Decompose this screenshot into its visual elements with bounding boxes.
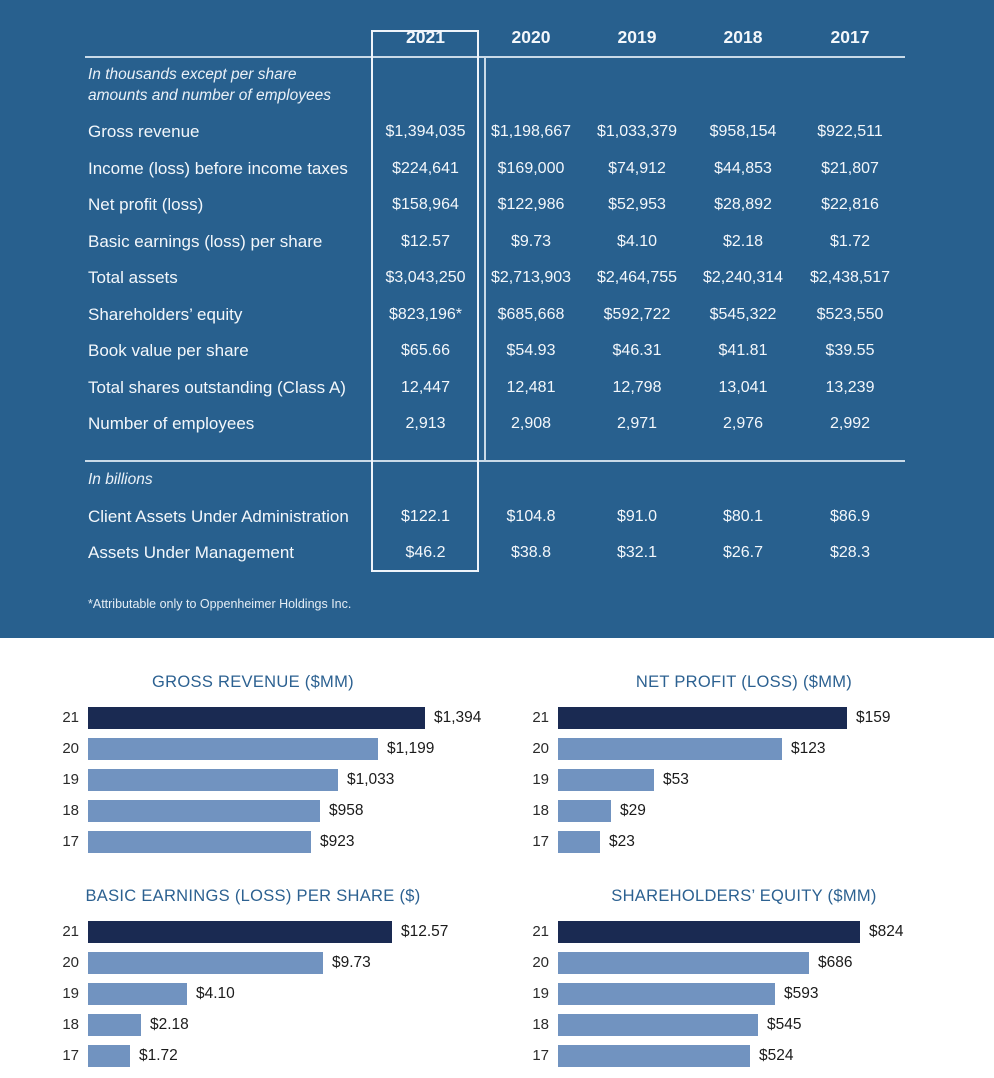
bar-18 [88, 800, 320, 822]
row-value: 13,239 [825, 378, 875, 396]
bar-year-label: 17 [532, 1047, 549, 1064]
bar-17 [88, 831, 311, 853]
bar-value-label: $23 [609, 832, 635, 850]
bar-row [523, 947, 994, 978]
year-header-row [88, 0, 906, 57]
bar-row [53, 764, 497, 795]
bar-value-label: $29 [620, 801, 646, 819]
bar-row [53, 702, 497, 733]
row-value: $22,816 [821, 196, 879, 214]
bar-year-label: 18 [62, 802, 79, 819]
row-label: Shareholders’ equity [88, 304, 243, 324]
bar-value-label: $9.73 [332, 953, 371, 971]
billions-label-row [88, 463, 906, 499]
row-value: $1.72 [829, 232, 871, 250]
chart-title: GROSS REVENUE ($MM) [152, 673, 354, 691]
bar-21 [558, 707, 847, 729]
row-value: $2,713,903 [490, 269, 572, 287]
bar-value-label: $159 [856, 708, 891, 726]
bar-value-label: $545 [767, 1015, 802, 1033]
bar-value-label: $1,394 [434, 708, 482, 726]
row-value: $1,033,379 [596, 123, 678, 141]
row-value: $523,550 [816, 305, 884, 323]
bar-year-label: 17 [532, 833, 549, 850]
bar-row [523, 764, 994, 795]
chart-title: NET PROFIT (LOSS) ($MM) [635, 673, 853, 691]
table-row [88, 370, 906, 407]
bar-19 [88, 983, 187, 1005]
chart-gross-revenue-mm [0, 638, 497, 852]
row-value: $2,438,517 [809, 269, 891, 287]
row-value: $74,912 [608, 159, 666, 177]
bar-year-label: 18 [532, 802, 549, 819]
row-label: Total assets [88, 268, 178, 288]
bar-19 [558, 983, 775, 1005]
chart-title: SHAREHOLDERS’ EQUITY ($MM) [611, 887, 877, 905]
table-row [88, 224, 906, 261]
table-rows-thousands [88, 114, 906, 443]
bar-17 [88, 1045, 130, 1067]
row-value: $122.1 [401, 507, 450, 525]
bar-18 [558, 1014, 758, 1036]
bar-year-label: 19 [62, 771, 79, 788]
bar-year-label: 21 [532, 709, 549, 726]
row-value: $38.8 [510, 544, 552, 562]
row-label: Total shares outstanding (Class A) [88, 377, 346, 397]
row-value: $158,964 [392, 196, 459, 214]
bar-18 [558, 800, 611, 822]
row-label: Number of employees [88, 414, 255, 434]
bar-year-label: 17 [62, 833, 79, 850]
row-value: $41.81 [718, 342, 768, 360]
row-value: $2,240,314 [702, 269, 784, 287]
bar-17 [558, 1045, 750, 1067]
bar-value-label: $2.18 [150, 1015, 189, 1033]
bar-19 [558, 769, 654, 791]
bar-year-label: 20 [62, 740, 79, 757]
bar-row [53, 733, 497, 764]
billions-section-label: In billions [88, 471, 153, 489]
row-value: 13,041 [718, 378, 768, 396]
bar-value-label: $824 [869, 922, 904, 940]
bar-value-label: $923 [320, 832, 355, 850]
table-row [88, 151, 906, 188]
chart-shareholders-equity-mm [497, 852, 994, 1066]
row-value: 2,908 [510, 415, 552, 433]
bar-17 [558, 831, 600, 853]
table-row [88, 297, 906, 334]
row-value: $2.18 [722, 232, 764, 250]
row-value: 2,976 [722, 415, 764, 433]
row-label: Client Assets Under Administration [88, 506, 349, 526]
bar-value-label: $1,033 [347, 770, 395, 788]
financial-summary-table [88, 0, 906, 572]
bar-value-label: $686 [818, 953, 853, 971]
row-value: $122,986 [497, 196, 565, 214]
row-value: $46.2 [405, 544, 446, 562]
bar-year-label: 19 [62, 985, 79, 1002]
row-value: $28,892 [714, 196, 772, 214]
row-label: Gross revenue [88, 122, 200, 142]
bar-value-label: $53 [663, 770, 689, 788]
bar-row [53, 1040, 497, 1071]
units-note-row [88, 57, 906, 114]
row-value: 2,971 [616, 415, 658, 433]
bar-value-label: $958 [329, 801, 364, 819]
bar-row [53, 795, 497, 826]
row-value: $80.1 [722, 507, 764, 525]
bar-value-label: $1.72 [139, 1046, 178, 1064]
row-value: $26.7 [722, 544, 764, 562]
chart-bars [53, 702, 497, 857]
bar-20 [558, 738, 782, 760]
bar-21 [88, 921, 392, 943]
row-value: $1,198,667 [490, 123, 572, 141]
bar-row [523, 1040, 994, 1071]
year-header-2019: 2019 [617, 27, 657, 47]
row-value: $65.66 [401, 342, 450, 360]
bar-20 [558, 952, 809, 974]
bar-row [523, 1009, 994, 1040]
bar-year-label: 19 [532, 985, 549, 1002]
table-row [88, 333, 906, 370]
row-value: $12.57 [401, 232, 450, 250]
row-value: $39.55 [825, 342, 875, 360]
row-value: $32.1 [616, 544, 658, 562]
chart-bars [523, 916, 994, 1071]
row-value: $224,641 [392, 159, 459, 177]
year-header-2017: 2017 [830, 27, 870, 47]
row-value: $46.31 [612, 342, 662, 360]
charts-grid [0, 638, 994, 1066]
row-value: 2,913 [405, 415, 446, 433]
bar-20 [88, 738, 378, 760]
chart-title: BASIC EARNINGS (LOSS) PER SHARE ($) [85, 887, 421, 905]
bar-row [53, 947, 497, 978]
section-gap [88, 443, 906, 463]
table-row [88, 535, 906, 572]
bar-value-label: $4.10 [196, 984, 235, 1002]
bar-row [523, 702, 994, 733]
row-value: $28.3 [829, 544, 871, 562]
row-value: $1,394,035 [385, 123, 466, 141]
row-value: $823,196* [389, 305, 462, 323]
units-note-line2: amounts and number of employees [88, 86, 331, 104]
bar-year-label: 21 [62, 923, 79, 940]
chart-bars [53, 916, 497, 1071]
bar-row [523, 733, 994, 764]
bar-value-label: $1,199 [387, 739, 435, 757]
year-header-2018: 2018 [723, 27, 763, 47]
bar-year-label: 20 [62, 954, 79, 971]
row-value: $21,807 [821, 159, 879, 177]
bar-year-label: 20 [532, 954, 549, 971]
bar-21 [88, 707, 425, 729]
row-value: $169,000 [497, 159, 565, 177]
chart-net-profit-loss-mm [497, 638, 994, 852]
bar-value-label: $12.57 [401, 922, 449, 940]
row-value: 12,447 [401, 378, 450, 396]
chart-bars [523, 702, 994, 857]
row-value: $4.10 [616, 232, 658, 250]
row-value: $592,722 [603, 305, 671, 323]
row-value: $958,154 [709, 123, 777, 141]
bar-21 [558, 921, 860, 943]
table-row [88, 114, 906, 151]
table-row [88, 187, 906, 224]
row-value: $104.8 [506, 507, 556, 525]
table-rows-billions [88, 499, 906, 572]
row-value: $545,322 [709, 305, 777, 323]
bar-19 [88, 769, 338, 791]
row-label: Assets Under Management [88, 543, 294, 563]
bar-value-label: $593 [784, 984, 819, 1002]
row-value: 12,481 [506, 378, 556, 396]
bar-20 [88, 952, 323, 974]
bar-year-label: 21 [532, 923, 549, 940]
row-label: Net profit (loss) [88, 195, 204, 215]
bar-year-label: 17 [62, 1047, 79, 1064]
row-value: $54.93 [506, 342, 556, 360]
table-row [88, 406, 906, 443]
bar-value-label: $524 [759, 1046, 794, 1064]
bar-18 [88, 1014, 141, 1036]
bar-value-label: $123 [791, 739, 826, 757]
bar-row [523, 916, 994, 947]
bar-row [523, 795, 994, 826]
row-value: 2,992 [829, 415, 871, 433]
table-row [88, 260, 906, 297]
bar-year-label: 20 [532, 740, 549, 757]
row-label: Income (loss) before income taxes [88, 158, 348, 178]
bar-row [53, 1009, 497, 1040]
row-value: 12,798 [612, 378, 662, 396]
footnote: *Attributable only to Oppenheimer Holdings Inc. [88, 597, 352, 611]
row-value: $52,953 [608, 196, 666, 214]
row-value: $91.0 [616, 507, 658, 525]
bar-row [53, 916, 497, 947]
row-label: Basic earnings (loss) per share [88, 231, 323, 251]
row-value: $922,511 [817, 123, 883, 141]
row-value: $86.9 [829, 507, 871, 525]
year-header-2021: 2021 [406, 27, 445, 47]
row-value: $9.73 [510, 232, 552, 250]
row-label: Book value per share [88, 341, 249, 361]
row-value: $44,853 [714, 159, 772, 177]
bar-year-label: 18 [532, 1016, 549, 1033]
bar-year-label: 19 [532, 771, 549, 788]
bar-year-label: 18 [62, 1016, 79, 1033]
bar-row [53, 978, 497, 1009]
row-value: $685,668 [497, 305, 565, 323]
bar-row [523, 978, 994, 1009]
row-value: $3,043,250 [385, 269, 466, 287]
year-header-2020: 2020 [511, 27, 551, 47]
row-value: $2,464,755 [596, 269, 678, 287]
units-note-line1: In thousands except per share [88, 65, 297, 83]
table-row [88, 499, 906, 536]
units-note [88, 65, 331, 107]
bar-year-label: 21 [62, 709, 79, 726]
chart-basic-earnings-loss-per-share [0, 852, 497, 1066]
